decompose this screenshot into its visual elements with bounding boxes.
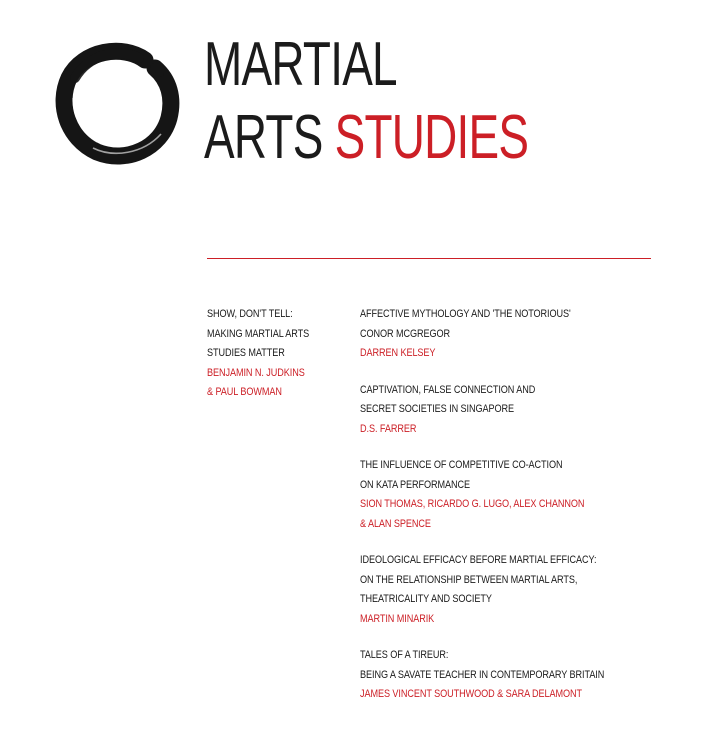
- article-title-line: ON KATA PERFORMANCE: [360, 478, 471, 491]
- journal-title-line1: [204, 30, 397, 99]
- article-entry: [360, 646, 665, 705]
- title-word-martial: MARTIAL: [204, 30, 397, 99]
- article-author-line: MARTIN MINARIK: [360, 612, 435, 625]
- article-entry: [360, 456, 665, 534]
- feature-title-line: STUDIES MATTER: [207, 347, 285, 359]
- article-entry: [360, 305, 665, 364]
- feature-title-line: SHOW, DON'T TELL:: [207, 308, 293, 320]
- article-author-line: SION THOMAS, RICARDO G. LUGO, ALEX CHANNON: [360, 498, 585, 510]
- article-entry: [360, 381, 665, 440]
- feature-title-line: MAKING MARTIAL ARTS: [207, 327, 310, 340]
- article-entry: [360, 551, 665, 629]
- enso-brush-circle-icon: [53, 38, 181, 166]
- article-title-line: SECRET SOCIETIES IN SINGAPORE: [360, 403, 514, 415]
- article-title-line: THEATRICALITY AND SOCIETY: [360, 593, 492, 605]
- article-title-line: TALES OF A TIREUR:: [360, 649, 449, 661]
- article-title-line: BEING A SAVATE TEACHER IN CONTEMPORARY BRITAIN: [360, 668, 605, 681]
- article-author-line: JAMES VINCENT SOUTHWOOD & SARA DELAMONT: [360, 688, 583, 700]
- journal-title-line2: [204, 103, 529, 172]
- article-list: [360, 305, 665, 722]
- feature-article: [207, 305, 335, 403]
- divider-rule: [207, 258, 651, 259]
- title-word-studies: STUDIES: [334, 103, 529, 172]
- article-title-line: ON THE RELATIONSHIP BETWEEN MARTIAL ARTS,: [360, 573, 578, 586]
- title-word-arts: ARTS: [204, 103, 323, 172]
- article-title-line: THE INFLUENCE OF COMPETITIVE CO-ACTION: [360, 459, 563, 471]
- article-author-line: D.S. FARRER: [360, 422, 417, 435]
- feature-author-line: & PAUL BOWMAN: [207, 386, 282, 398]
- article-title-line: IDEOLOGICAL EFFICACY BEFORE MARTIAL EFFICACY:: [360, 554, 597, 566]
- article-author-line: & ALAN SPENCE: [360, 517, 431, 530]
- article-title-line: CONOR MCGREGOR: [360, 327, 451, 340]
- feature-author-line: BENJAMIN N. JUDKINS: [207, 366, 305, 379]
- article-title-line: AFFECTIVE MYTHOLOGY AND 'THE NOTORIOUS': [360, 308, 571, 320]
- article-title-line: CAPTIVATION, FALSE CONNECTION AND: [360, 383, 536, 396]
- article-author-line: DARREN KELSEY: [360, 347, 436, 359]
